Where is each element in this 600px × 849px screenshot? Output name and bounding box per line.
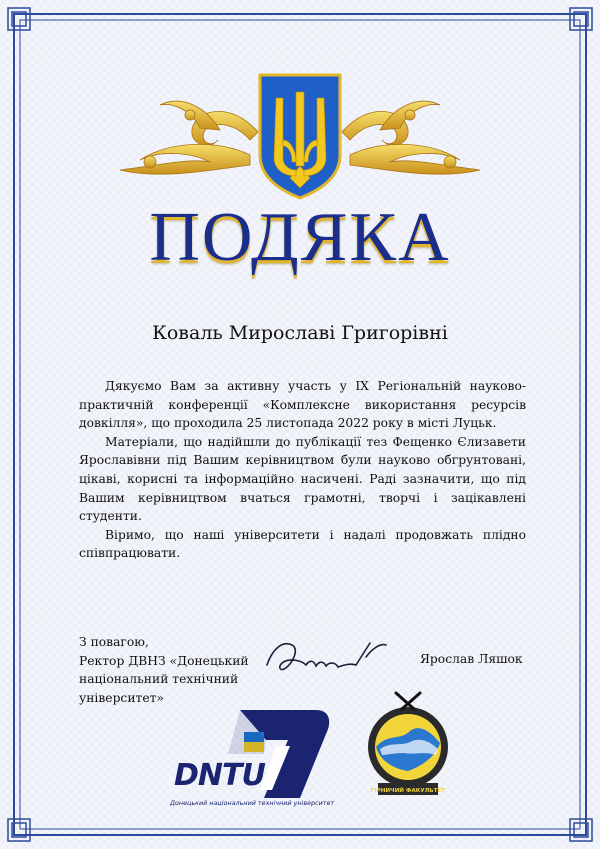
body-text — [79, 377, 526, 563]
signature-icon — [262, 635, 392, 680]
signer-title-line-1: Ректор ДВНЗ «Донецький — [79, 653, 249, 668]
signer-name: Ярослав Ляшок — [420, 652, 523, 666]
faculty-caption: ГІРНИЧИЙ ФАКУЛЬТЕТ — [370, 788, 446, 794]
dntu-caption: Донецький національний технічний університет — [170, 799, 335, 807]
paragraph-materials: Матеріали, що надійшли до публікації тез Фещенко Єлизавети Ярославівни під Вашим керівництвом були науково обгрунтовані, цікаві, корисні та інформаційно насичені. Раді зазначити, що під Вашим керівництвом вчаться грамотні, творчі і зацікавлені студенти. — [79, 434, 526, 524]
dntu-wordmark: DNTU — [174, 758, 265, 793]
signer-title-line-2: національний технічний — [79, 672, 239, 687]
signer-title-line-3: університет» — [79, 690, 164, 705]
recipient-name: Коваль Мирославі Григорівні — [152, 322, 448, 344]
trident-emblem-icon — [100, 70, 500, 200]
paragraph-conference: Дякуємо Вам за активну участь у ІХ Регіональній науково-практичній конференції «Комплексне використання ресурсів довкілля», що проходила 25 листопада 2022 року в місті Луцьк. — [79, 379, 526, 431]
mining-faculty-logo-icon — [358, 683, 458, 813]
signature-block — [79, 633, 279, 707]
closing-line: З повагою, — [79, 635, 149, 649]
paragraph-cooperation: Віримо, що наші університети і надалі продовжать плідно співпрацювати. — [79, 527, 526, 561]
certificate-title: ПОДЯКА — [149, 199, 451, 276]
